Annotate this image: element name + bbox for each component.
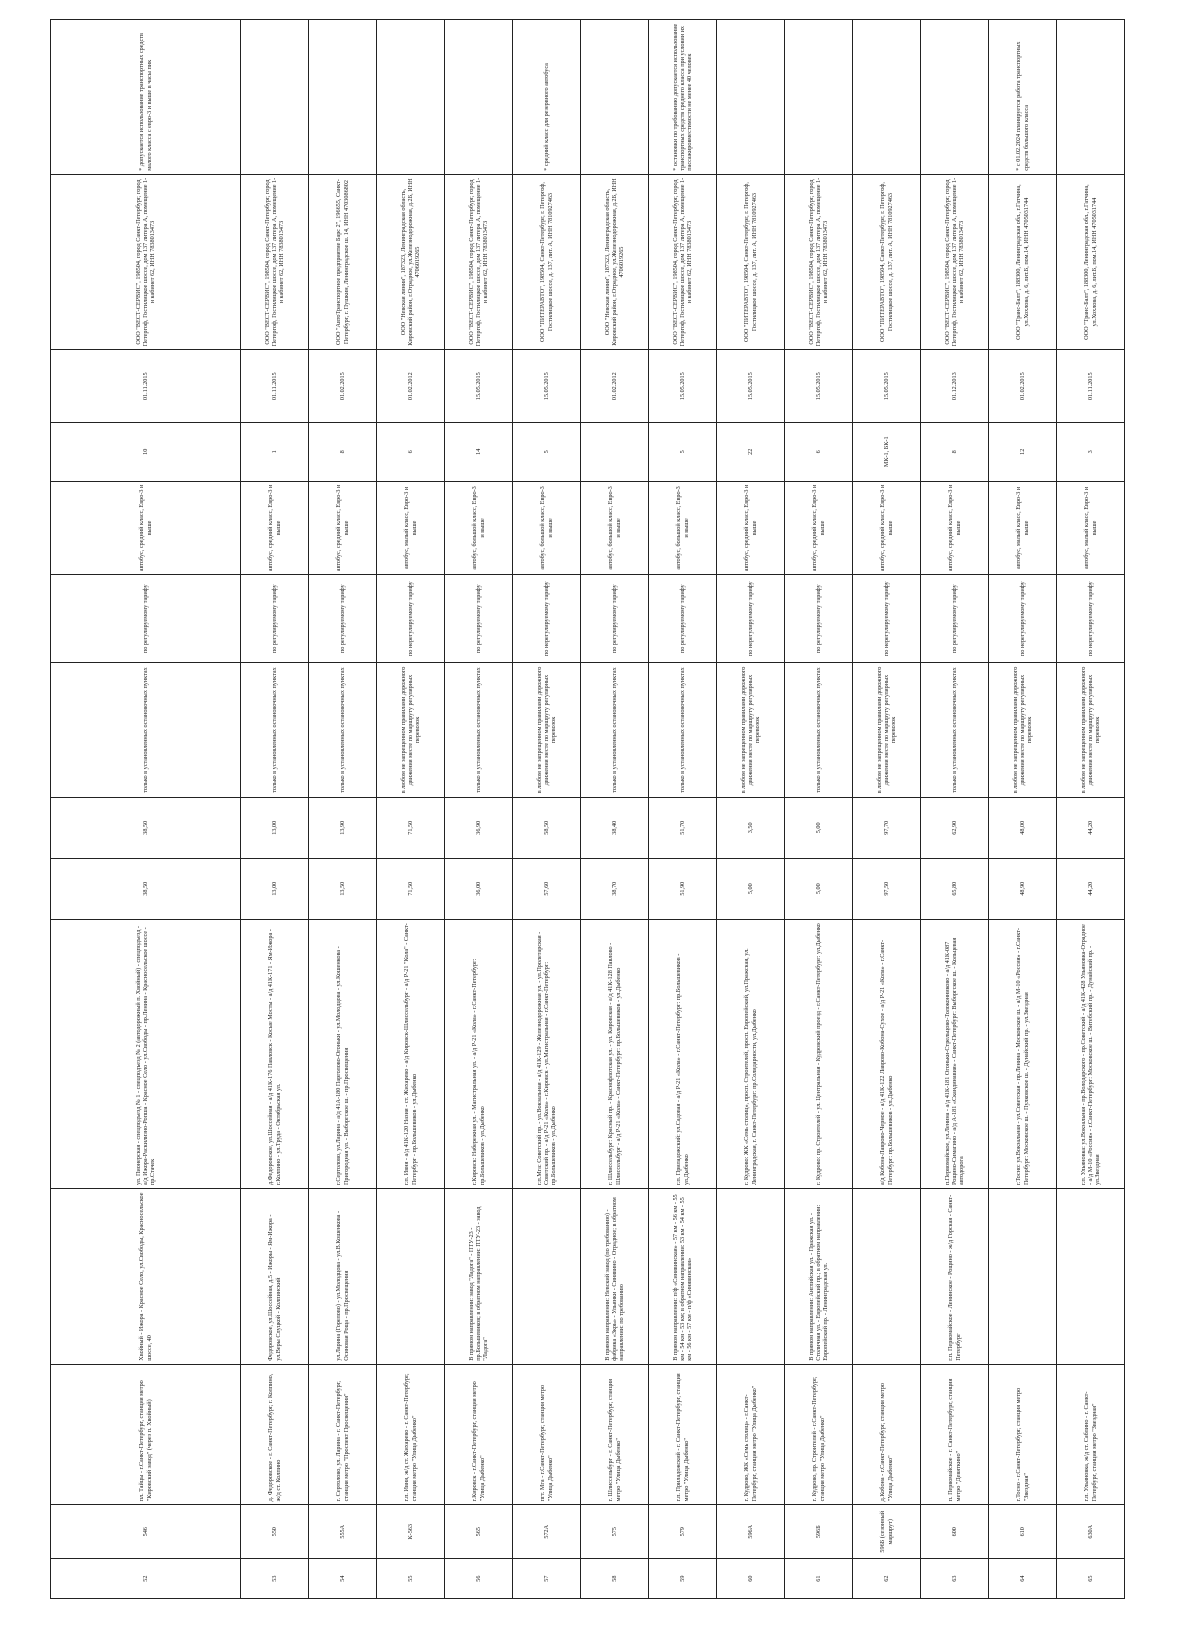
vehicle-class-cell: автобус, малый класс, Евро-3 и выше (989, 481, 1057, 575)
start-date-cell: 01.02.2012 (581, 350, 649, 423)
length-backward-cell: 48,00 (989, 797, 1057, 858)
route-number-cell: 550 (241, 1505, 309, 1559)
length-forward-cell: 57,60 (513, 858, 581, 919)
start-date-cell: 01.12.2013 (921, 350, 989, 423)
vehicle-class-cell: автобус, средний класс, Евро-3 и выше (241, 481, 309, 575)
route-streets-cell: г.Тосно: ул.Вокзальная - ул.Советская - пр.Ленина - Московское ш. - а/д М-10 «Россия» - г.Санкт-Петербург: Московское ш. - Пулковское ш. - Дунайский пр. - ул.Звездная (989, 919, 1057, 1188)
length-backward-cell: 3,50 (717, 797, 785, 858)
table-row (921, 20, 989, 1599)
route-number-cell: 596А (717, 1505, 785, 1559)
intermediate-stops-cell: г.п. Первомайское - Ленинское - Рощино - ж/д Горская - Санкт-Петербург (921, 1189, 989, 1365)
length-backward-cell: 13,90 (309, 797, 377, 858)
route-name-cell: г. Кудрово, пр. Строителей - г.Санкт-Петербург, станция метро "Улица Дыбенко" (785, 1364, 853, 1505)
intermediate-stops-cell (853, 1189, 921, 1365)
route-name-cell: г.Кировск - г.Санкт-Петербург, станция метро "Улица Дыбенко" (445, 1364, 513, 1505)
row-number-cell: 54 (309, 1559, 377, 1599)
length-forward-cell: 38,50 (51, 858, 241, 919)
tariff-cell: по нерегулируемому тарифу (377, 575, 445, 663)
table-row (717, 20, 785, 1599)
start-date-cell: 01.02.2015 (309, 350, 377, 423)
table-row (241, 20, 309, 1599)
vehicle-class-cell: автобус, большой класс, Евро-3 и выше (445, 481, 513, 575)
intermediate-stops-cell (989, 1189, 1057, 1365)
row-number-cell: 63 (921, 1559, 989, 1599)
stop-order-cell: в любом не запрещенном правилами дорожного движения месте по маршруту регулярных перевозок (853, 663, 921, 798)
route-number-cell: 596Б (785, 1505, 853, 1559)
route-streets-cell: г. Кудрово: ЖК «Семь столиц», просп. Строителей, просп. Европейский, ул.Пражская, ул. Ленинградская, г. Санкт-Петербург: пр.Солидарности, ул.Дыбенко (717, 919, 785, 1188)
notes-cell (853, 20, 921, 175)
stop-order-cell: только в установленных остановочных пунктах (445, 663, 513, 798)
route-number-cell: 575 (581, 1505, 649, 1559)
row-number-cell: 52 (51, 1559, 241, 1599)
vehicle-count-cell: 10 (51, 423, 241, 482)
tariff-cell: по регулируемому тарифу (241, 575, 309, 663)
notes-cell (1057, 20, 1125, 175)
carrier-cell: ООО "Транс-Балт", 188300, Ленинградская обл., г.Гатчина, ул.Хохлова, д. 6, лит.Б, пом.14, ИНН 4705031744 (1057, 174, 1125, 350)
start-date-cell: 15.05.2015 (445, 350, 513, 423)
tariff-cell: по регулируемому тарифу (51, 575, 241, 663)
stop-order-cell: только в установленных остановочных пунктах (309, 663, 377, 798)
notes-cell (921, 20, 989, 175)
route-number-cell: 579 (649, 1505, 717, 1559)
tariff-cell: по нерегулируемому тарифу (1057, 575, 1125, 663)
start-date-cell: 01.02.2015 (989, 350, 1057, 423)
route-number-cell: 555А (309, 1505, 377, 1559)
length-backward-cell: 38,40 (581, 797, 649, 858)
stop-order-cell: в любом не запрещенном правилами дорожного движения месте по маршруту регулярных перевозок (513, 663, 581, 798)
intermediate-stops-cell (513, 1189, 581, 1365)
route-number-cell: 600 (921, 1505, 989, 1559)
route-name-cell: г. Сертолово, ул. Ларина - г. Санкт-Петербург, станция метро "Проспект Просвещения" (309, 1364, 377, 1505)
length-backward-cell: 51,70 (649, 797, 717, 858)
length-forward-cell: 71,50 (377, 858, 445, 919)
route-streets-cell: г.п. Ульяновка: ул.Вокзальная - пр.Володарского - пр.Советский - а/д 41К-428 Ульяновка-Отрадное - а/д М-10 «Россия» - г.Санкт-Петербург: Московское ш. - Витебский пр. - Дунайский пр. - ул.Звездная (1057, 919, 1125, 1188)
table-row (1057, 20, 1125, 1599)
stop-order-cell: только в установленных остановочных пунктах (241, 663, 309, 798)
route-streets-cell: г. Шлиссельбург: Красный пр. - Краснофлотская ул. - ул. Кировская - а/д 41К-128 Павлово - Шлиссельбург - а/д Р-21 «Кола» - Санкт-Петербург: пр.Большевиков - ул.Дыбенко (581, 919, 649, 1188)
row-number-cell: 65 (1057, 1559, 1125, 1599)
carrier-cell: ООО "Невская линия", 187323, Ленинградская область, Кировский район, г.Отрадное, ул.Железнодорожная, д.2Б, ИНН 4706019265 (377, 174, 445, 350)
route-number-cell: 565 (445, 1505, 513, 1559)
vehicle-class-cell: автобус, большой класс, Евро-3 и выше (649, 481, 717, 575)
route-streets-cell: ул. Пионерская - спецподъезд № 1 - спецподъезд № 2 (автодорожный п. Хвойный) - спецподъезд - а/д Ижора-Раскилизно-Ропша - Красное Село - ул.Свободы - пр.Ленина - Красносельское шоссе - пр.Стачек (51, 919, 241, 1188)
route-streets-cell: г. Кудрово: пр. Строителей - ул. Центральная - Кудровский проезд - г.Санкт-Петербург: ул.Дыбенко (785, 919, 853, 1188)
row-number-cell: 59 (649, 1559, 717, 1599)
table-row (445, 20, 513, 1599)
vehicle-count-cell (581, 423, 649, 482)
carrier-cell: ООО "Невская линия", 187323, Ленинградская область, Кировский район, г.Отрадное, ул.Железнодорожная, д.2Б, ИНН 4706019265 (581, 174, 649, 350)
row-number-cell: 55 (377, 1559, 445, 1599)
route-number-cell: 610 (989, 1505, 1057, 1559)
table-row (989, 20, 1057, 1599)
route-streets-cell: г.п.Мга: Советский пр. - ул.Вокзальная - а/д 41К-129 - Железнодорожная ул. - ул.Пролетарская - Советский пр. - а/д Р-21 «Кола» - г.Кировск - ул.Магистральная - г.Санкт-Петербург: пр.Большевиков - ул.Дыбенко (513, 919, 581, 1188)
stop-order-cell: только в установленных остановочных пунктах (921, 663, 989, 798)
intermediate-stops-cell: Хвойный - Ижора - Красное Село, ул.Свободы, Красносельское шоссе, 40 (51, 1189, 241, 1365)
start-date-cell: 15.05.2015 (513, 350, 581, 423)
table-row (377, 20, 445, 1599)
carrier-cell: ООО "ПИТЕРАВТО", 198504, Санкт-Петербург, г. Петергоф, Гостилицкое шоссе, д. 137, лит. А, ИНН 7810927463 (717, 174, 785, 350)
length-forward-cell: 13,50 (309, 858, 377, 919)
notes-cell: * допускается использование транспортных средств малого класса с евро-3 и выше в часы пик (51, 20, 241, 175)
length-forward-cell: 51,90 (649, 858, 717, 919)
carrier-cell: ООО "ВЕСТ-СЕРВИС", 198504, город Санкт-Петербург, город Петергоф, Гостилицкое шоссе, дом 137 литера А, помещение 1-н кабинет 62, ИНН 7838013473 (785, 174, 853, 350)
vehicle-count-cell: 5 (649, 423, 717, 482)
notes-cell (785, 20, 853, 175)
tariff-cell: по регулируемому тарифу (309, 575, 377, 663)
start-date-cell: 01.11.2015 (51, 350, 241, 423)
vehicle-count-cell: 12 (989, 423, 1057, 482)
route-name-cell: г.п. Ульяновка, ж/д ст. Саблино - г. Санкт-Петербург, станция метро "Звездная" (1057, 1364, 1125, 1505)
table-row (649, 20, 717, 1599)
carrier-cell: ООО "ВЕСТ-СЕРВИС", 198504, город Санкт-Петербург, город Петергоф, Гостилицкое шоссе, дом 137 литера А, помещение 1-н кабинет 62, ИНН 7838013473 (241, 174, 309, 350)
row-number-cell: 58 (581, 1559, 649, 1599)
tariff-cell: по нерегулируемому тарифу (989, 575, 1057, 663)
start-date-cell: 15.05.2015 (649, 350, 717, 423)
vehicle-class-cell: автобус, малый класс, Евро-3 и выше (1057, 481, 1125, 575)
length-forward-cell: 48,90 (989, 858, 1057, 919)
vehicle-class-cell: автобус, средний класс, Евро-3 и выше (717, 481, 785, 575)
length-forward-cell: 38,70 (581, 858, 649, 919)
notes-cell (717, 20, 785, 175)
stop-order-cell: только в установленных остановочных пунктах (785, 663, 853, 798)
start-date-cell: 01.11.2015 (241, 350, 309, 423)
stop-order-cell: в любом не запрещенном правилами дорожного движения месте по маршруту регулярных перевозок (989, 663, 1057, 798)
table-row (51, 20, 241, 1599)
route-name-cell: г.п. Приладожский - г. Санкт-Петербург, станция метро "Улица Дыбенко" (649, 1364, 717, 1505)
notes-cell (377, 20, 445, 175)
tariff-cell: по регулируемому тарифу (649, 575, 717, 663)
tariff-cell: по нерегулируемому тарифу (513, 575, 581, 663)
tariff-cell: по регулируемому тарифу (785, 575, 853, 663)
route-name-cell: пл. Тайцы - г.Санкт-Петербург, станция метро "Кировский завод" (через п. Хвойный) (51, 1364, 241, 1505)
route-streets-cell: а/д Кобона-Лаврово-Черное - а/д 41К-122 Лаврово-Кобона-Сухое - а/д Р-21 «Кола» - г.Санкт-Петербург: пр.Большевиков - ул.Дыбенко (853, 919, 921, 1188)
route-number-cell: 572А (513, 1505, 581, 1559)
vehicle-count-cell: 14 (445, 423, 513, 482)
length-forward-cell: 97,50 (853, 858, 921, 919)
route-number-cell: К-563 (377, 1505, 445, 1559)
stop-order-cell: в любом не запрещенном правилами дорожного движения месте по маршруту регулярных перевозок (717, 663, 785, 798)
intermediate-stops-cell: Федоровское, ул.Шоссейная, д.5 - Ижоры - Ям-Ижора - ул.Веры Слуцкой - Колпинский (241, 1189, 309, 1365)
vehicle-class-cell: автобус, большой класс, Евро-3 и выше (581, 481, 649, 575)
vehicle-class-cell: автобус, средний класс, Евро-3 и выше (853, 481, 921, 575)
row-number-cell: 53 (241, 1559, 309, 1599)
vehicle-count-cell: 22 (717, 423, 785, 482)
notes-cell: * остановки по требованию допускается использование транспортных средств среднего класса при условии их пассажировместимости не менее 40 человек (649, 20, 717, 175)
row-number-cell: 62 (853, 1559, 921, 1599)
route-name-cell: г. Кудрово, ЖК «Семь столиц» - г.Санкт-Петербург, станция метро "Улица Дыбенко" (717, 1364, 785, 1505)
vehicle-class-cell: автобус, средний класс, Евро-3 и выше (785, 481, 853, 575)
intermediate-stops-cell: В прямом направлении: Английская ул. - Пражская ул. - Столичная ул. - Европейский пр.; в обратном направлении: Европейский пр. - Ленинградская ул. (785, 1189, 853, 1365)
vehicle-count-cell: МК-1, БК-1 (853, 423, 921, 482)
vehicle-count-cell: 6 (785, 423, 853, 482)
length-backward-cell: 5,00 (785, 797, 853, 858)
start-date-cell: 15.05.2015 (717, 350, 785, 423)
route-streets-cell: г.Сертолово, ул.Ларина - а/д 41А-180 Парголово-Огоньки - ул.Молодцова - ул.Кошенкова - Пригородная ул. - Выборгское ш. - пр.Просвещения (309, 919, 377, 1188)
carrier-cell: ООО "ВЕСТ-СЕРВИС", 198504, город Санкт-Петербург, город Петергоф, Гостилицкое шоссе, дом 137 литера А, помещение 1-н кабинет 62, ИНН 7838013473 (51, 174, 241, 350)
route-name-cell: д.Кобона - г.Санкт-Петербург, станция метро "Улица Дыбенко" (853, 1364, 921, 1505)
tariff-cell: по регулируемому тарифу (921, 575, 989, 663)
start-date-cell: 15.05.2015 (853, 350, 921, 423)
route-name-cell: п. Первомайское - г. Санкт-Петербург, станция метро "Девяткино" (921, 1364, 989, 1505)
stop-order-cell: в любом не запрещенном правилами дорожного движения месте по маршруту регулярных перевозок (1057, 663, 1125, 798)
vehicle-count-cell: 5 (513, 423, 581, 482)
start-date-cell: 15.05.2015 (785, 350, 853, 423)
row-number-cell: 60 (717, 1559, 785, 1599)
route-number-cell: 546 (51, 1505, 241, 1559)
carrier-cell: ООО "ВЕСТ-СЕРВИС", 198504, город Санкт-Петербург, город Петергоф, Гостилицкое шоссе, дом 137 литера А, помещение 1-н кабинет 62, ИНН 7838013473 (445, 174, 513, 350)
length-backward-cell: 71,50 (377, 797, 445, 858)
notes-cell: * с 01.02.2024 планируется работа транспортных средств большого класса (989, 20, 1057, 175)
table-row (309, 20, 377, 1599)
route-name-cell: д. Федоровское - г. Санкт-Петербург, г. Колпино, ж/д ст. Колпино (241, 1364, 309, 1505)
row-number-cell: 57 (513, 1559, 581, 1599)
carrier-cell: ООО "ВЕСТ-СЕРВИС", 198504, город Санкт-Петербург, город Петергоф, Гостилицкое шоссе, дом 137 литера А, помещение 1-н кабинет 62, ИНН 7838013473 (921, 174, 989, 350)
length-backward-cell: 38,50 (51, 797, 241, 858)
route-name-cell: пгт. Мга - г.Санкт-Петербург, станция метро "Улица Дыбенко" (513, 1364, 581, 1505)
vehicle-class-cell: автобус, средний класс, Евро-3 и выше (921, 481, 989, 575)
notes-cell: * средний класс для резервного автобуса (513, 20, 581, 175)
length-backward-cell: 13,00 (241, 797, 309, 858)
route-name-cell: г.п. Ивня, ж/д ст. Жихарево - г. Санкт-Петербург, станция метро "Улица Дыбенко" (377, 1364, 445, 1505)
vehicle-class-cell: автобус, средний класс, Евро-3 и выше (309, 481, 377, 575)
route-streets-cell: г.п. Приладожский: ул.Садовая - а/д Р-21 «Кола» - г.Санкт-Петербург: пр.Большевиков - ул.Дыбенко (649, 919, 717, 1188)
length-forward-cell: 5,00 (717, 858, 785, 919)
stop-order-cell: в любом не запрещенном правилами дорожного движения месте по маршруту регулярных перевозок (377, 663, 445, 798)
start-date-cell: 01.02.2012 (377, 350, 445, 423)
vehicle-count-cell: 8 (309, 423, 377, 482)
vehicle-count-cell: 1 (241, 423, 309, 482)
length-backward-cell: 36,90 (445, 797, 513, 858)
notes-cell (309, 20, 377, 175)
vehicle-count-cell: 6 (377, 423, 445, 482)
length-forward-cell: 65,80 (921, 858, 989, 919)
routes-table-body (51, 20, 1125, 1599)
table-row (785, 20, 853, 1599)
intermediate-stops-cell (377, 1189, 445, 1365)
length-forward-cell: 13,00 (241, 858, 309, 919)
carrier-cell: ООО "ПИТЕРАВТО", 198504, Санкт-Петербург, г. Петергоф, Гостилицкое шоссе, д. 137, лит. А, ИНН 7810927463 (853, 174, 921, 350)
intermediate-stops-cell: В прямом направлении: завод "Ладога" - ПТУ-23 - пр.Большевиков; в обратном направлении: ПТУ-23 - завод "Ладога" (445, 1189, 513, 1365)
intermediate-stops-cell: ул.Ларина (Горелово) - ул.Молодцова - ул.В.Кошенкова - Осиновая Роща - пр.Просвещения (309, 1189, 377, 1365)
vehicle-class-cell: автобус, большой класс, Евро-3 и выше (513, 481, 581, 575)
intermediate-stops-cell (717, 1189, 785, 1365)
route-streets-cell: г.Кировск: Набережная ул. - Магистральная ул. - а/д Р-21 «Кола» - г.Санкт-Петербург: пр.Большевиков - ул.Дыбенко (445, 919, 513, 1188)
notes-cell (445, 20, 513, 175)
stop-order-cell: только в установленных остановочных пунктах (51, 663, 241, 798)
vehicle-count-cell: 3 (1057, 423, 1125, 482)
intermediate-stops-cell: В прямом направлении: Невский завод (по требованию) - фабрика «Зкрь» - Ульянки - Синявино - Отрадное; в обратном направлении: по требованию (581, 1189, 649, 1365)
start-date-cell: 01.11.2015 (1057, 350, 1125, 423)
tariff-cell: по регулируемому тарифу (581, 575, 649, 663)
vehicle-class-cell: автобус, малый класс, Евро-3 и выше (377, 481, 445, 575)
vehicle-class-cell: автобус, средний класс, Евро-3 и выше (51, 481, 241, 575)
route-number-cell: 596Б (сезонный маршрут) (853, 1505, 921, 1559)
table-row (581, 20, 649, 1599)
intermediate-stops-cell: В прямом направлении: п/ф «Синявинская» - 57 км - 56 км - 55 км - 54 км - 53 км; в обратном направлении: 53 км - 54 км - 55 км - 56 км - 57 км - п/ф «Синявинская» (649, 1189, 717, 1365)
route-name-cell: г. Шлиссельбург - г. Санкт-Петербург, станция метро "Улица Дыбенко" (581, 1364, 649, 1505)
length-backward-cell: 44,20 (1057, 797, 1125, 858)
row-number-cell: 56 (445, 1559, 513, 1599)
tariff-cell: по регулируемому тарифу (445, 575, 513, 663)
route-streets-cell: г.п. Ивня - а/д 41К-120 Назия - ст. Жихарево - а/д Кировск-Шлиссельбург - а/д Р-21 "Кола" - Санкт-Петербург - пр.Большевиков - ул.Дыбенко (377, 919, 445, 1188)
stop-order-cell: только в установленных остановочных пунктах (649, 663, 717, 798)
carrier-cell: ООО "АвтоТранспортное предприятие Барс 2", 196655, Санкт-Петербург, г. Пушкин, Ленинградское ш. 14, ИНН 4703086802 (309, 174, 377, 350)
carrier-cell: ООО "Транс-Балт", 188300, Ленинградская обл., г.Гатчина, ул.Хохлова, д. 6, лит.Б, пом.14, ИНН 4705031744 (989, 174, 1057, 350)
length-backward-cell: 97,70 (853, 797, 921, 858)
intermediate-stops-cell (1057, 1189, 1125, 1365)
tariff-cell: по нерегулируемому тарифу (717, 575, 785, 663)
stop-order-cell: только в установленных остановочных пунктах (581, 663, 649, 798)
length-forward-cell: 44,20 (1057, 858, 1125, 919)
length-forward-cell: 36,00 (445, 858, 513, 919)
length-backward-cell: 62,90 (921, 797, 989, 858)
length-forward-cell: 5,00 (785, 858, 853, 919)
vehicle-count-cell: 8 (921, 423, 989, 482)
route-number-cell: 630А (1057, 1505, 1125, 1559)
table-row (513, 20, 581, 1599)
route-streets-cell: п.Первомайское, ул.Ленина - а/д 41К-181 Огоньки-Стрельцово-Толоконниково - а/д 41К-087 Рощино-Симагино - а/д А-181 «Скандинавия» - Санкт-Петербург: Выборгское ш. - Кольцевая автодорога (921, 919, 989, 1188)
notes-cell (581, 20, 649, 175)
table-row (853, 20, 921, 1599)
routes-table (50, 19, 1125, 1599)
carrier-cell: ООО "ВЕСТ-СЕРВИС", 198504, город Санкт-Петербург, город Петергоф, Гостилицкое шоссе, дом 137 литера А, помещение 1-н кабинет 62, ИНН 7838013473 (649, 174, 717, 350)
row-number-cell: 64 (989, 1559, 1057, 1599)
carrier-cell: ООО "ПИТЕРАВТО", 198504, Санкт-Петербург, г. Петергоф, Гостилицкое шоссе, д. 137, лит. А, ИНН 7810927463 (513, 174, 581, 350)
route-streets-cell: д.Федоровское, ул.Шоссейная - а/д 41К-176 Павловск - Косые Мосты - а/д 41К-171 - Ям-Ижора - г.Колпино - ул.Труда - Октябрьская ул. (241, 919, 309, 1188)
tariff-cell: по нерегулируемому тарифу (853, 575, 921, 663)
notes-cell (241, 20, 309, 175)
row-number-cell: 61 (785, 1559, 853, 1599)
length-backward-cell: 58,50 (513, 797, 581, 858)
route-name-cell: г.Тосно - г.Санкт-Петербург, станция метро "Звездная" (989, 1364, 1057, 1505)
